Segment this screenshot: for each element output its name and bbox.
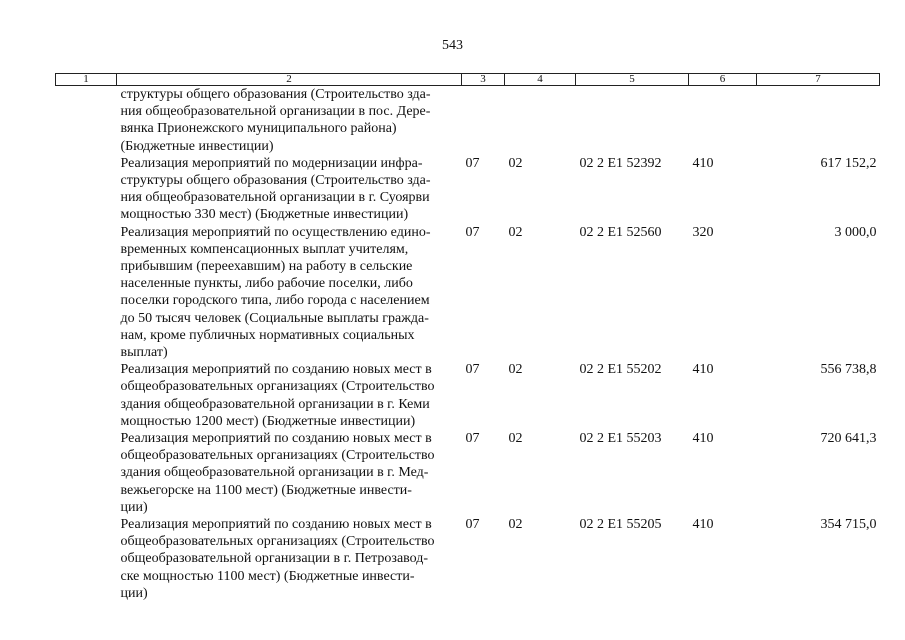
page-number: 543 bbox=[442, 38, 463, 53]
row-index-cell bbox=[56, 361, 117, 430]
description-line: выплат) bbox=[120, 345, 168, 361]
subsection-cell: 02 bbox=[508, 517, 523, 533]
description-line: Реализация мероприятий по осуществлению едино- bbox=[120, 224, 431, 240]
description-line: ния общеобразовательной организации в г. Суоярви bbox=[120, 190, 430, 206]
target-article-cell: 02 2 E1 52560 bbox=[579, 224, 662, 240]
budget-table bbox=[55, 73, 880, 602]
row-index-cell bbox=[56, 155, 117, 224]
description-line: Реализация мероприятий по созданию новых мест в bbox=[120, 362, 432, 378]
expense-type-cell: 320 bbox=[692, 224, 714, 240]
column-number-row bbox=[56, 74, 880, 86]
description-line: ния общеобразовательной организации в пос. Дере- bbox=[120, 104, 431, 120]
description-line: ске мощностью 1100 мест) (Бюджетные инвести- bbox=[120, 568, 415, 584]
description-cell bbox=[117, 155, 462, 224]
section-cell: 07 bbox=[465, 224, 480, 240]
description-line: здания общеобразовательной организации в г. Мед- bbox=[120, 465, 429, 481]
section-cell: 07 bbox=[465, 517, 480, 533]
table-row bbox=[56, 361, 880, 430]
amount-cell bbox=[757, 86, 880, 155]
subsection-cell bbox=[505, 86, 576, 155]
row-index-cell bbox=[56, 516, 117, 602]
description-line: Реализация мероприятий по модернизации инфра- bbox=[120, 155, 423, 171]
target-article-cell: 02 2 E1 52392 bbox=[579, 155, 662, 171]
description-line: поселки городского типа, либо города с населением bbox=[120, 293, 430, 309]
row-index-cell bbox=[56, 430, 117, 516]
description-line: ции) bbox=[120, 585, 148, 601]
subsection-cell: 02 bbox=[508, 362, 523, 378]
target-article-cell bbox=[576, 86, 689, 155]
description-line: вянка Прионежского муниципального района) bbox=[120, 121, 397, 137]
expense-type-cell: 410 bbox=[692, 155, 714, 171]
description-line: здания общеобразовательной организации в г. Кеми bbox=[120, 396, 430, 412]
subsection-cell: 02 bbox=[508, 224, 523, 240]
expense-type-cell: 410 bbox=[692, 362, 714, 378]
description-line: мощностью 330 мест) (Бюджетные инвестиции) bbox=[120, 207, 409, 223]
table-row bbox=[56, 224, 880, 362]
amount-cell: 556 738,8 bbox=[820, 362, 877, 378]
target-article-cell: 02 2 E1 55202 bbox=[579, 362, 662, 378]
column-header: 6 bbox=[689, 74, 757, 86]
section-cell: 07 bbox=[465, 362, 480, 378]
column-header: 2 bbox=[117, 74, 462, 86]
row-index-cell bbox=[56, 224, 117, 362]
description-line: общеобразовательных организациях (Строительство bbox=[120, 379, 435, 395]
column-header: 4 bbox=[505, 74, 576, 86]
description-line: вежьегорске на 1100 мест) (Бюджетные инвести- bbox=[120, 482, 412, 498]
column-header: 1 bbox=[56, 74, 117, 86]
section-cell bbox=[462, 86, 505, 155]
expense-type-cell: 410 bbox=[692, 431, 714, 447]
description-line: структуры общего образования (Строительство зда- bbox=[120, 87, 431, 102]
target-article-cell: 02 2 E1 55205 bbox=[579, 517, 662, 533]
section-cell: 07 bbox=[465, 155, 480, 171]
column-header: 7 bbox=[757, 74, 880, 86]
target-article-cell: 02 2 E1 55203 bbox=[579, 431, 662, 447]
description-cell bbox=[117, 516, 462, 602]
description-line: общеобразовательной организации в г. Петрозавод- bbox=[120, 551, 429, 567]
row-index-cell bbox=[56, 86, 117, 155]
description-line: мощностью 1200 мест) (Бюджетные инвестиции) bbox=[120, 413, 416, 429]
amount-cell: 3 000,0 bbox=[834, 224, 877, 240]
amount-cell: 617 152,2 bbox=[820, 155, 877, 171]
section-cell: 07 bbox=[465, 431, 480, 447]
description-line: временных компенсационных выплат учителям, bbox=[120, 241, 409, 257]
description-cell bbox=[117, 86, 462, 155]
table-row bbox=[56, 155, 880, 224]
expense-type-cell: 410 bbox=[692, 517, 714, 533]
description-cell bbox=[117, 430, 462, 516]
description-line: структуры общего образования (Строительство зда- bbox=[120, 173, 431, 189]
table-row bbox=[56, 430, 880, 516]
table-row bbox=[56, 86, 880, 155]
table-row bbox=[56, 516, 880, 602]
subsection-cell: 02 bbox=[508, 431, 523, 447]
description-line: (Бюджетные инвестиции) bbox=[120, 138, 274, 154]
description-line: населенные пункты, либо рабочие поселки, либо bbox=[120, 276, 413, 292]
description-line: общеобразовательных организациях (Строительство bbox=[120, 448, 435, 464]
description-cell bbox=[117, 361, 462, 430]
description-line: ции) bbox=[120, 499, 148, 515]
description-line: прибывшим (переехавшим) на работу в сельские bbox=[120, 259, 413, 275]
description-line: Реализация мероприятий по созданию новых мест в bbox=[120, 517, 432, 533]
description-line: общеобразовательных организациях (Строительство bbox=[120, 534, 435, 550]
expense-type-cell bbox=[689, 86, 757, 155]
description-line: Реализация мероприятий по созданию новых мест в bbox=[120, 431, 432, 447]
description-cell bbox=[117, 224, 462, 362]
description-line: до 50 тысяч человек (Социальные выплаты гражда- bbox=[120, 310, 429, 326]
amount-cell: 354 715,0 bbox=[820, 517, 877, 533]
column-header: 5 bbox=[576, 74, 689, 86]
description-line: нам, кроме публичных нормативных социальных bbox=[120, 327, 415, 343]
amount-cell: 720 641,3 bbox=[820, 431, 877, 447]
column-header: 3 bbox=[462, 74, 505, 86]
subsection-cell: 02 bbox=[508, 155, 523, 171]
